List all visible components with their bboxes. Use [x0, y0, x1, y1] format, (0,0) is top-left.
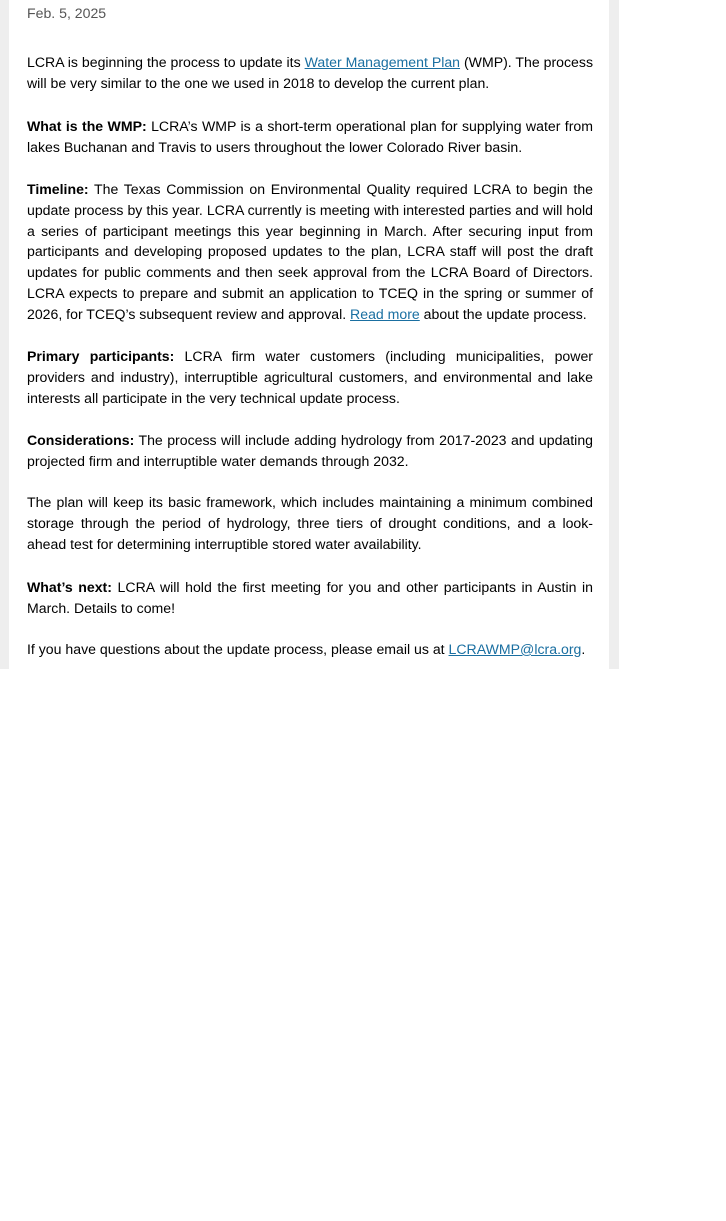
contact-text-end: . [581, 641, 586, 657]
whats-next-heading: What’s next: [27, 579, 112, 595]
contact-paragraph [27, 639, 593, 660]
primary-participants-text: LCRA firm water customers (including municipalities, power providers and industry), interruptible agricultural customers, and environmental and lake interests all participate in the very technical update process. [27, 348, 593, 406]
email-frame [0, 0, 619, 669]
water-management-plan-link[interactable]: Water Management Plan [304, 54, 461, 70]
whats-next-paragraph [27, 577, 593, 619]
timeline-text: The Texas Commission on Environmental Quality required LCRA to begin the update process by this year. LCRA currently is meeting with interested parties and will hold a series of participant meetings this year beginning in March. After securing input from participants and developing proposed updates to the plan, LCRA staff will post the draft updates for public comments and then seek approval from the LCRA Board of Directors. LCRA expects to prepare and submit an application to TCEQ in the spring or summer of 2026, for TCEQ’s subsequent review and approval. [27, 181, 593, 322]
what-is-wmp-text: LCRA’s WMP is a short-term operational plan for supplying water from lakes Buchanan and Travis to users throughout the lower Colorado River basin. [27, 118, 593, 155]
timeline-text-end: about the update process. [419, 305, 587, 322]
read-more-link[interactable]: Read more [350, 305, 420, 322]
intro-text: LCRA is beginning the process to update its [27, 54, 305, 70]
timeline-paragraph [27, 179, 593, 325]
timeline-heading: Timeline: [27, 181, 89, 197]
contact-text: If you have questions about the update process, please email us at [27, 641, 449, 657]
primary-participants-paragraph [27, 346, 593, 408]
considerations-heading: Considerations: [27, 432, 135, 448]
intro-text-end: (WMP). The process will be very similar to the one we used in 2018 to develop the current plan. [27, 54, 593, 91]
what-is-wmp-paragraph [27, 116, 593, 158]
considerations-paragraph [27, 430, 593, 472]
whats-next-text: LCRA will hold the first meeting for you and other participants in Austin in March. Details to come! [27, 579, 593, 616]
email-body [9, 0, 609, 669]
what-is-wmp-heading: What is the WMP: [27, 118, 147, 134]
publish-date: Feb. 5, 2025 [27, 5, 107, 21]
email-link[interactable]: LCRAWMP@lcra.org [448, 641, 582, 657]
framework-paragraph: The plan will keep its basic framework, which includes maintaining a minimum combined storage through the period of hydrology, three tiers of drought conditions, and a look-ahead test for determining interruptible stored water availability. [27, 494, 593, 552]
considerations-text: The process will include adding hydrology from 2017-2023 and updating projected firm and interruptible water demands through 2032. [27, 432, 593, 469]
primary-participants-heading: Primary participants: [27, 348, 175, 364]
intro-paragraph [27, 52, 593, 94]
